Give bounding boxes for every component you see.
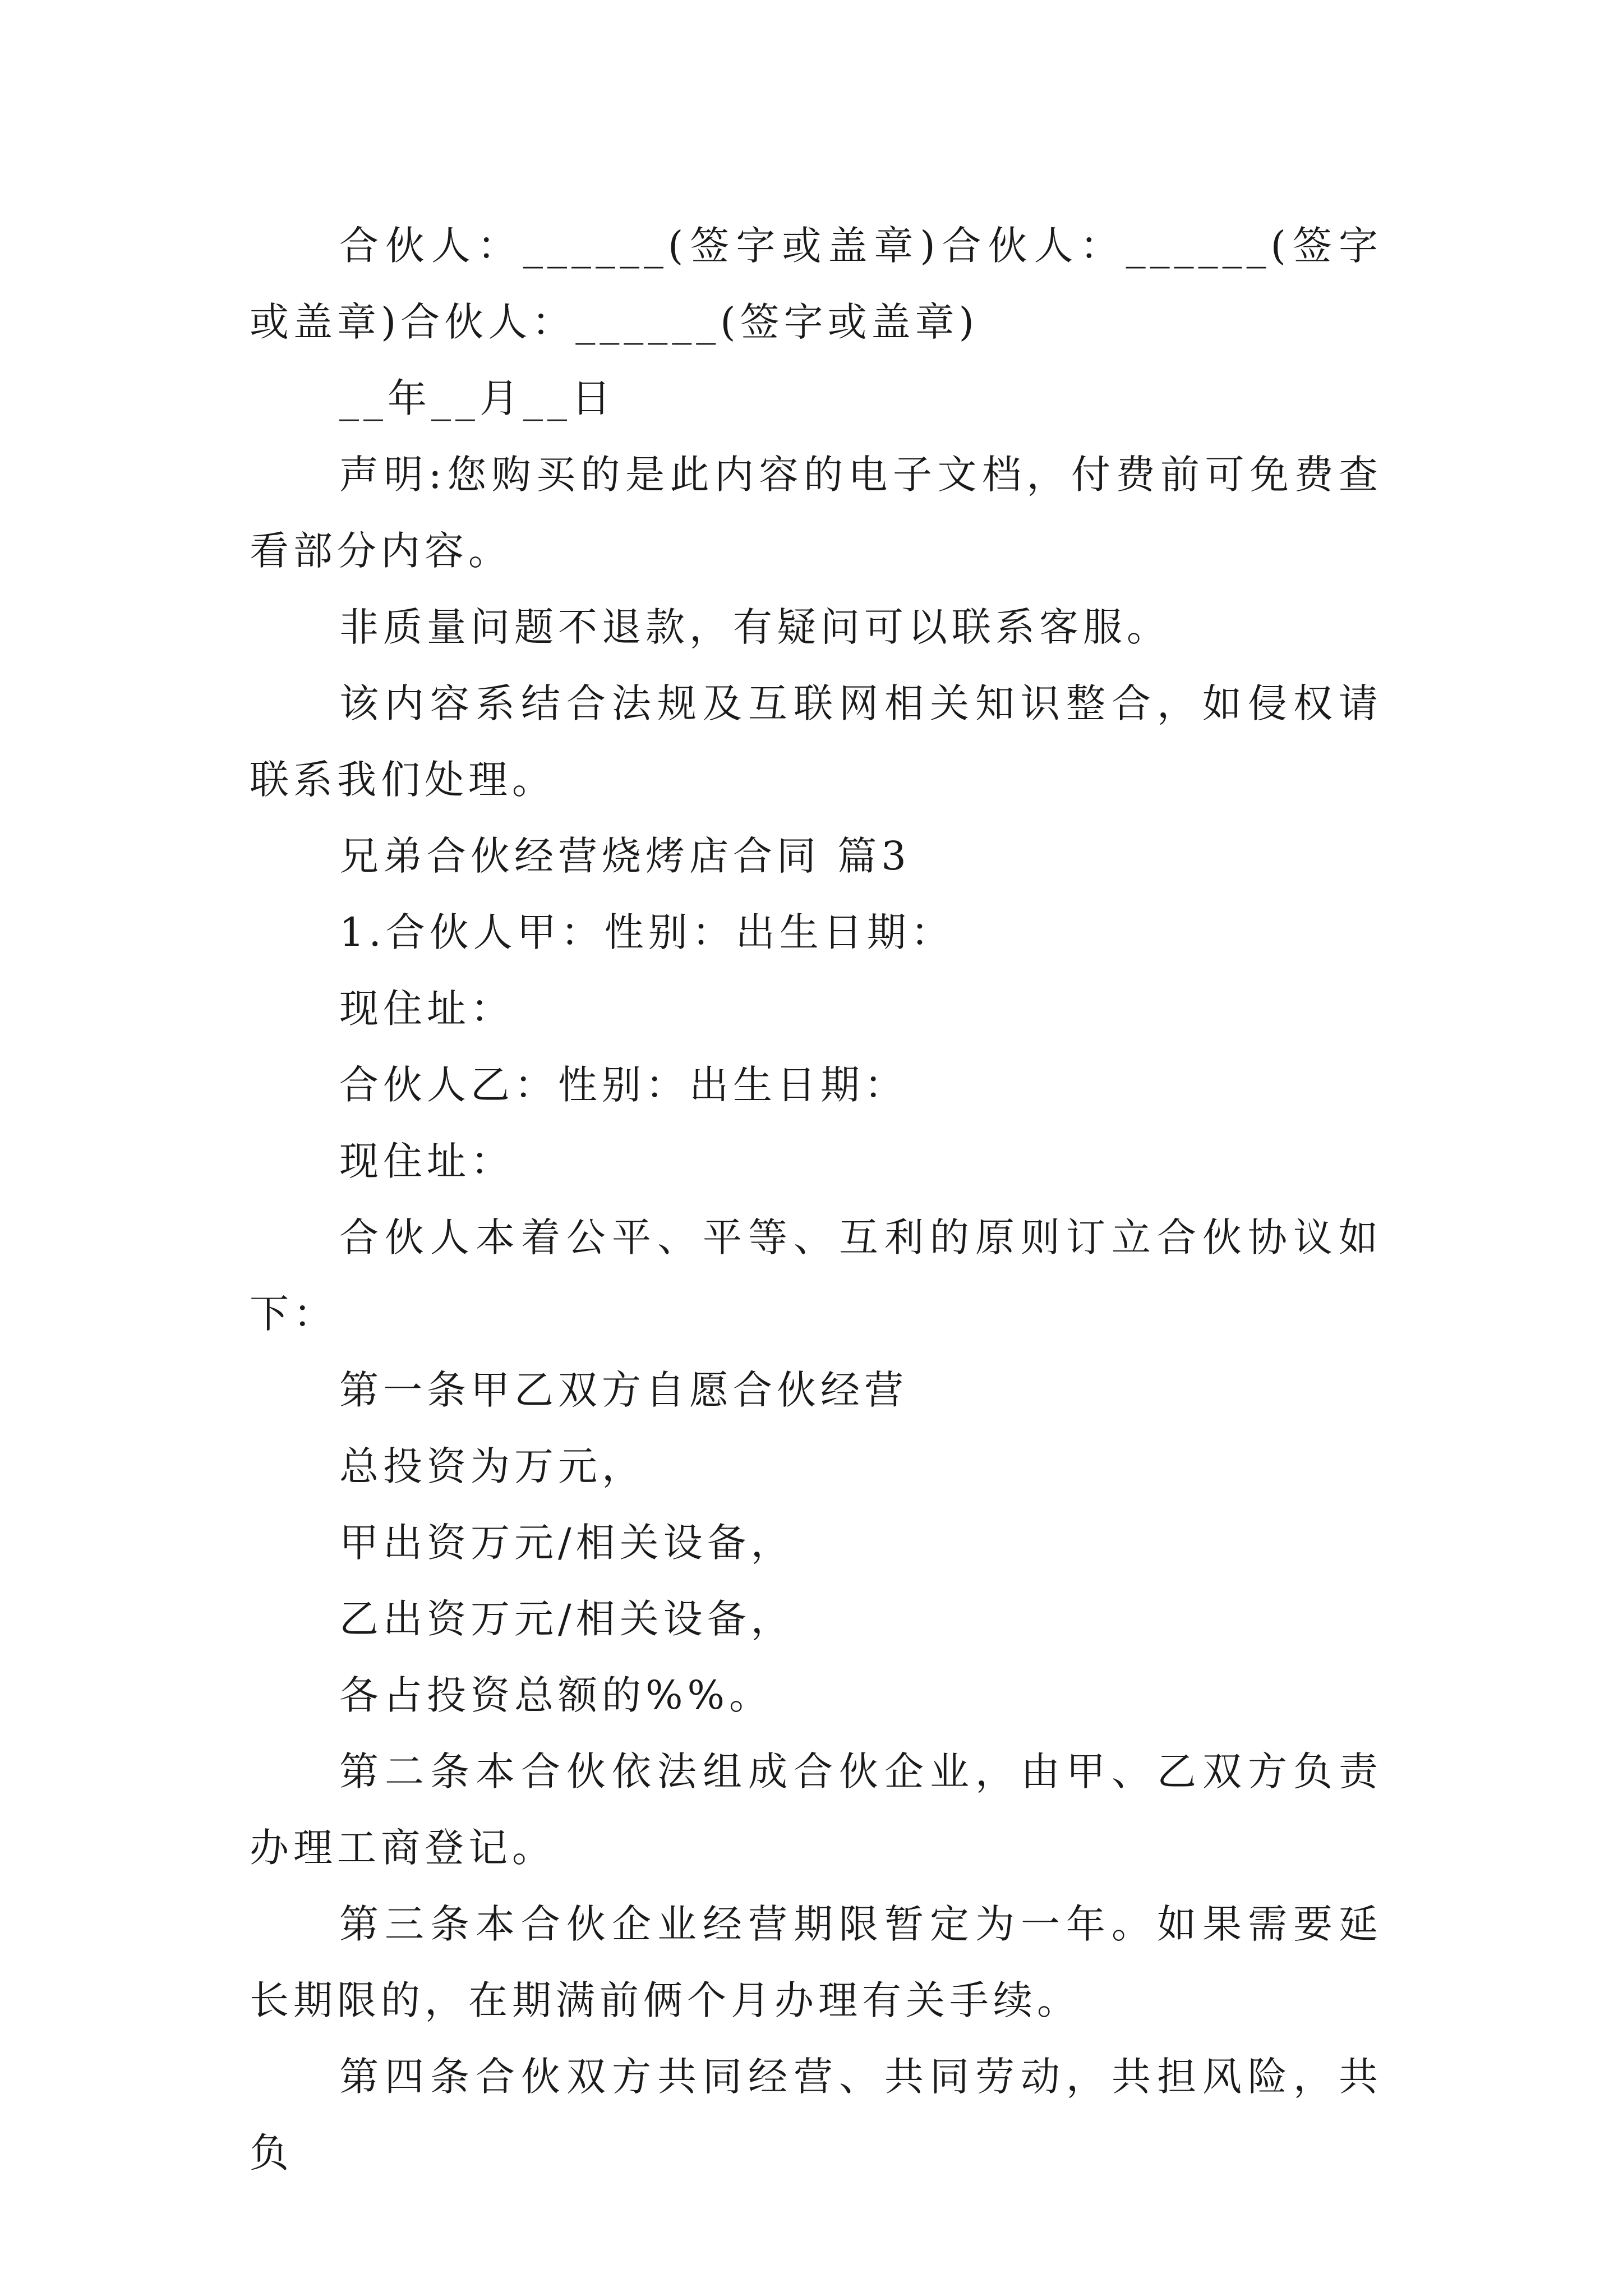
partner-b-line: 合伙人乙：性别：出生日期： [339, 1062, 908, 1108]
document-body [250, 208, 1382, 2191]
article-1: 第一条甲乙双方自愿合伙经营 [339, 1367, 908, 1413]
section-title: 兄弟合伙经营烧烤店合同 篇3 [339, 833, 911, 879]
article-3: 第三条本合伙企业经营期限暂定为一年。如果需要延长期限的，在期满前俩个月办理有关手续。 [250, 1901, 1382, 2023]
copyright-paragraph: 该内容系结合法规及互联网相关知识整合，如侵权请联系我们处理。 [250, 680, 1382, 803]
investment-share: 各占投资总额的%%。 [339, 1672, 773, 1718]
signature-line: 合伙人：______(签字或盖章)合伙人：______(签字或盖章)合伙人：______(签字或盖章) [250, 223, 1382, 345]
article-2: 第二条本合伙依法组成合伙企业，由甲、乙双方负责办理工商登记。 [250, 1749, 1382, 1871]
partner-a-investment: 甲出资万元/相关设备， [339, 1520, 795, 1566]
article-4: 第四条合伙双方共同经营、共同劳动，共担风险，共负 [250, 2054, 1382, 2176]
disclaimer-paragraph: 声明:您购买的是此内容的电子文档，付费前可免费查看部分内容。 [250, 452, 1382, 574]
partner-b-address: 现住址： [339, 1138, 514, 1184]
partner-a-line: 1.合伙人甲：性别：出生日期： [339, 909, 955, 955]
refund-paragraph: 非质量问题不退款，有疑问可以联系客服。 [339, 604, 1170, 650]
date-line: __年__月__日 [339, 375, 615, 421]
total-investment: 总投资为万元， [339, 1443, 645, 1489]
agreement-intro: 合伙人本着公平、平等、互利的原则订立合伙协议如下： [250, 1214, 1382, 1337]
partner-b-investment: 乙出资万元/相关设备， [339, 1596, 795, 1642]
partner-a-address: 现住址： [339, 986, 514, 1032]
